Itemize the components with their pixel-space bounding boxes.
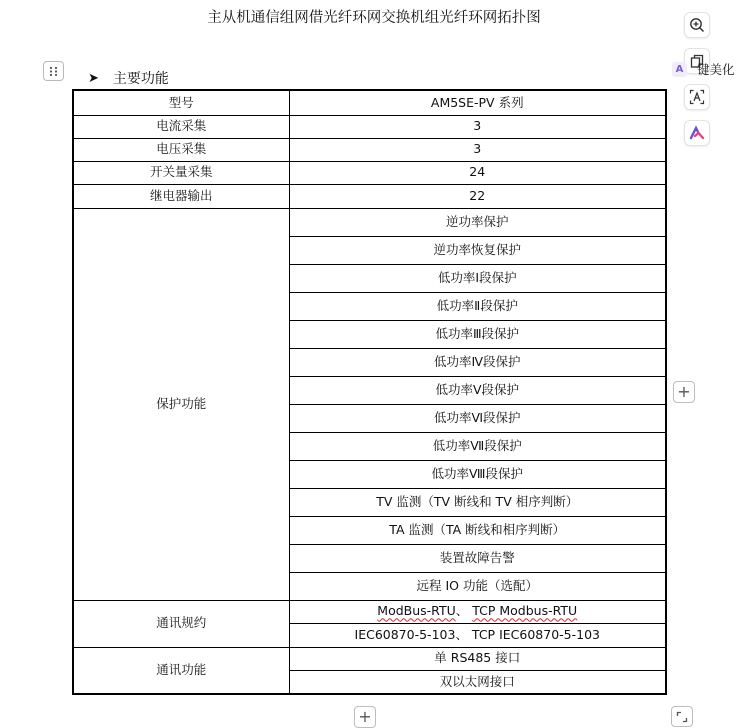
protection-item: 低功率Ⅰ段保护 <box>289 264 666 292</box>
protection-item: 低功率Ⅱ段保护 <box>289 292 666 320</box>
protection-item: TV 监测（TV 断线和 TV 相序判断） <box>289 488 666 516</box>
table-row <box>73 90 666 115</box>
protocol-separator: 、 <box>455 603 473 619</box>
table-cell-label: 继电器输出 <box>73 184 289 208</box>
comm-item: 单 RS485 接口 <box>289 647 666 670</box>
protection-item: 低功率Ⅵ段保护 <box>289 404 666 432</box>
protection-item: 远程 IO 功能（选配） <box>289 572 666 600</box>
protection-item: 低功率Ⅷ段保护 <box>289 460 666 488</box>
table-cell-label: 开关量采集 <box>73 161 289 184</box>
ocr-text-button[interactable] <box>684 84 710 110</box>
protocol-separator: 、 <box>455 626 472 642</box>
resize-table-button[interactable] <box>671 706 693 727</box>
resize-corner-icon <box>676 711 688 723</box>
table-cell-value: AM5SE-PV 系列 <box>289 90 666 115</box>
protocol-item <box>289 600 666 623</box>
comm-item: 双以太网接口 <box>289 670 666 694</box>
table-row <box>73 647 666 670</box>
comm-label: 通讯功能 <box>73 647 289 694</box>
table-row <box>73 184 666 208</box>
add-row-button[interactable] <box>354 706 376 728</box>
protection-item: 逆功率恢复保护 <box>289 236 666 264</box>
protection-item: 低功率Ⅴ段保护 <box>289 376 666 404</box>
zoom-in-icon <box>689 17 705 33</box>
protection-item: 低功率Ⅳ段保护 <box>289 348 666 376</box>
table-cell-label: 型号 <box>73 90 289 115</box>
table-row <box>73 600 666 623</box>
add-column-button[interactable] <box>673 381 695 403</box>
protection-item: 低功率Ⅶ段保护 <box>289 432 666 460</box>
table-row <box>73 115 666 138</box>
protection-label: 保护功能 <box>73 208 289 600</box>
ai-assistant-button[interactable] <box>684 120 710 146</box>
plus-icon: + <box>677 382 691 401</box>
protocol-item <box>289 623 666 647</box>
protection-item: TA 监测（TA 断线和相序判断） <box>289 516 666 544</box>
section-heading-row <box>88 68 169 88</box>
plus-icon: + <box>358 707 372 726</box>
section-heading: 主要功能 <box>112 71 169 87</box>
beautify-label: 键美化 <box>697 62 735 77</box>
protocol-name: TCP Modbus-RTU <box>472 603 578 619</box>
table-row <box>73 208 666 236</box>
table-cell-label: 电压采集 <box>73 138 289 161</box>
protection-item: 低功率Ⅲ段保护 <box>289 320 666 348</box>
protocol-name: IEC60870-5-103 <box>354 626 456 642</box>
table-row <box>73 138 666 161</box>
beautify-logo-icon: A <box>672 62 687 77</box>
drag-handle-button[interactable] <box>43 61 64 81</box>
table-cell-value: 22 <box>289 184 666 208</box>
protocol-name: TCP IEC60870-5-103 <box>471 626 600 642</box>
protection-item: 装置故障告警 <box>289 544 666 572</box>
ocr-text-icon <box>689 89 705 105</box>
protocol-name: ModBus-RTU <box>377 603 456 619</box>
table-cell-label: 电流采集 <box>73 115 289 138</box>
one-click-beautify-button[interactable] <box>672 58 735 80</box>
spec-table <box>72 89 667 695</box>
protocol-label: 通讯规约 <box>73 600 289 647</box>
protection-item: 逆功率保护 <box>289 208 666 236</box>
table-cell-value: 3 <box>289 138 666 161</box>
arrow-bullet-icon: ➤ <box>88 70 99 86</box>
table-cell-value: 3 <box>289 115 666 138</box>
drag-dots-icon <box>49 66 58 77</box>
zoom-in-button[interactable] <box>684 12 710 38</box>
ai-assistant-icon <box>689 125 705 141</box>
table-cell-value: 24 <box>289 161 666 184</box>
document-title: 主从机通信组网借光纤环网交换机组光纤环网拓扑图 <box>207 10 541 26</box>
table-row <box>73 161 666 184</box>
